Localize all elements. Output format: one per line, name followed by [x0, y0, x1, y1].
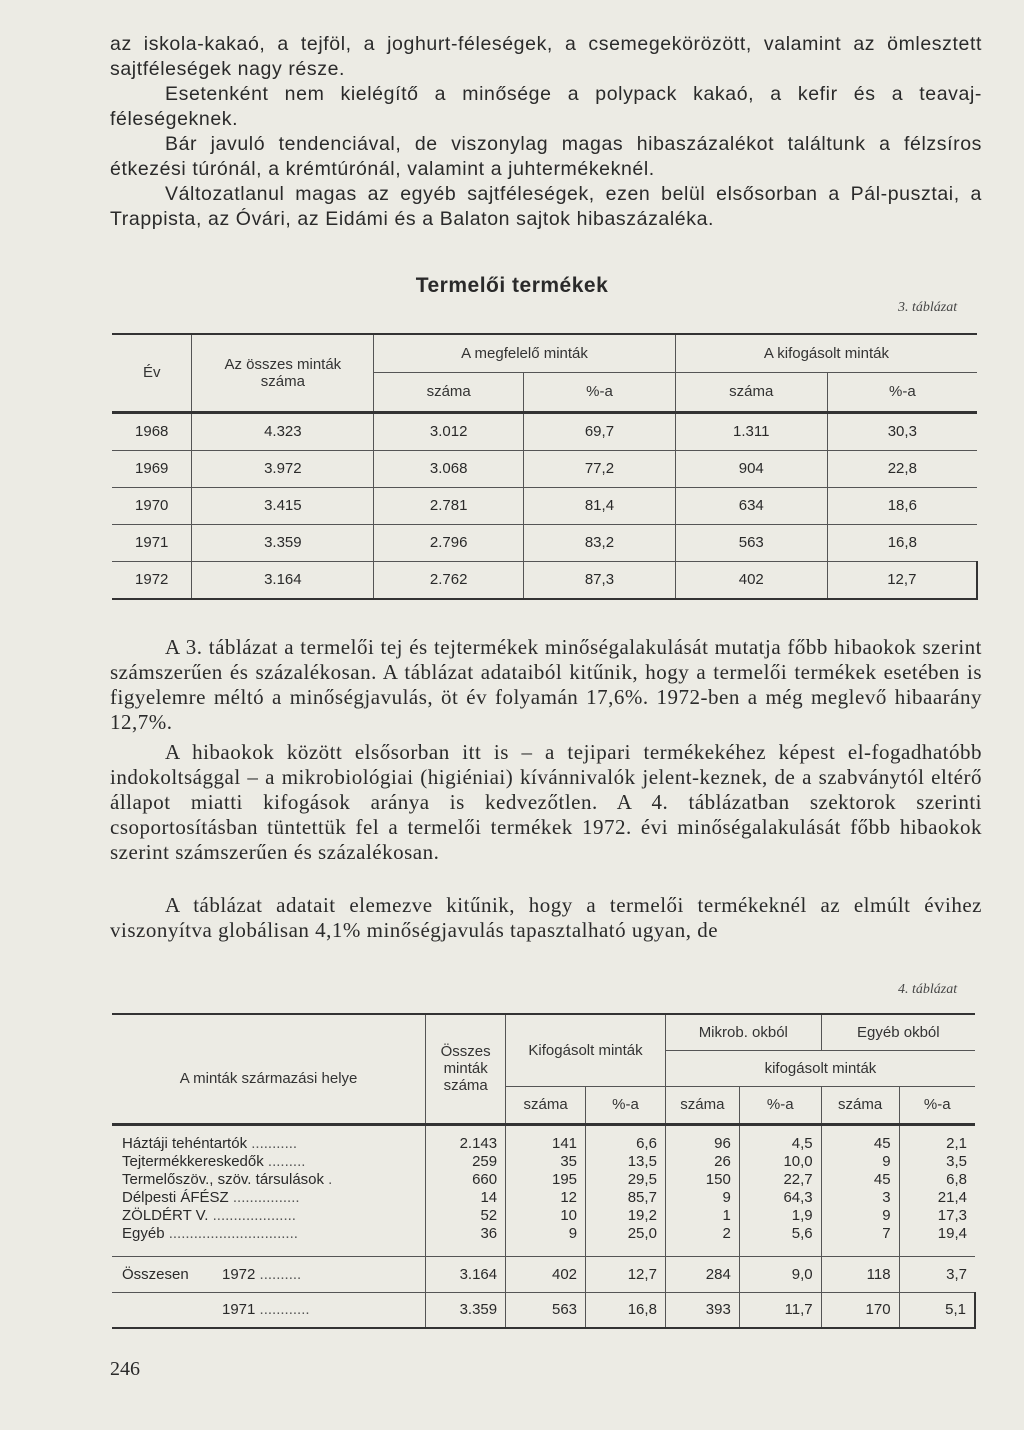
paragraph-3: Bár javuló tendenciával, de viszonylag magas hibaszázalékot találtunk a félzsíros étkezési túrónál, a krémtúrónál, valamint a juhtermékeknél. — [110, 133, 982, 180]
section-title: Termelői termékek — [415, 274, 609, 297]
t3-header-total: Az összes minták száma — [192, 334, 374, 412]
t4-header-rejected-sub: kifogásolt minták — [665, 1050, 975, 1086]
table-row: Délpesti ÁFÉSZ ................ 14 12 85,7 9 64,3 3 21,4 — [112, 1188, 975, 1206]
t4-header-pct: %-a — [899, 1086, 975, 1124]
table-row: 1970 3.415 2.781 81,4 634 18,6 — [112, 487, 977, 524]
t3-header-ok-count: száma — [374, 372, 524, 412]
t4-header-count: száma — [506, 1086, 586, 1124]
totals-row-1971: 1971 ............ 3.359 563 16,8 393 11,7 170 5,1 — [112, 1292, 975, 1328]
table-row: 1971 3.359 2.796 83,2 563 16,8 — [112, 524, 977, 561]
table-row: Háztáji tehéntartók ........... 2.143 141 6,6 96 4,5 45 2,1 — [112, 1134, 975, 1152]
paragraph-5: A 3. táblázat a termelői tej és tejtermékek minőségalakulását mutatja főbb hibaokok szerint számszerűen és százalékosan. A táblázat adataiból kitűnik, hogy a termelői termékek esetében is figyelemre méltó a minőségjavulás, öt év folyamán 17,6%. 1972-ben a még meglevő hibaarány 12,7%. — [110, 635, 982, 734]
t3-header-rej-count: száma — [675, 372, 827, 412]
t3-header-rej-pct: %-a — [827, 372, 977, 412]
paragraph-1: az iskola-kakaó, a tejföl, a joghurt-féleségek, a csemegekörözött, valamint az ömlesztett sajtféleségek nagy része. — [110, 33, 982, 80]
t3-header-ok: A megfelelő minták — [374, 334, 676, 372]
totals-row-1972: Összesen 1972 .......... 3.164 402 12,7 284 9,0 118 3,7 — [112, 1256, 975, 1292]
paragraph-7: A táblázat adatait elemezve kitűnik, hogy a termelői termékeknél az elmúlt évihez viszonyítva globálisan 4,1% minőségjavulás tapasztalható ugyan, de — [110, 893, 982, 942]
totals-label: Összesen — [122, 1265, 189, 1283]
t4-header-origin: A minták származási helye — [112, 1014, 426, 1124]
table-row: Termelőszöv., szöv. társulások . 660 195 29,5 150 22,7 45 6,8 — [112, 1170, 975, 1188]
table-row: Tejtermékkereskedők ......... 259 35 13,5 26 10,0 9 3,5 — [112, 1152, 975, 1170]
table-3 — [112, 333, 978, 600]
t4-header-count: száma — [665, 1086, 739, 1124]
paragraph-4: Változatlanul magas az egyéb sajtféleségek, ezen belül elsősorban a Pál-pusztai, a Trappista, az Óvári, az Eidámi és a Balaton sajtok hibaszázaléka. — [110, 183, 982, 230]
t4-header-rejected: Kifogásolt minták — [506, 1014, 666, 1086]
t4-header-other: Egyéb okból — [857, 1023, 940, 1041]
table-row: 1969 3.972 3.068 77,2 904 22,8 — [112, 450, 977, 487]
table-row: ZÖLDÉRT V. .................... 52 10 19,2 1 1,9 9 17,3 — [112, 1206, 975, 1224]
t4-header-pct: %-a — [739, 1086, 821, 1124]
table-row: 1972 3.164 2.762 87,3 402 12,7 — [112, 561, 977, 599]
table-4 — [112, 1013, 976, 1329]
t4-header-micro: Mikrob. okból — [665, 1014, 821, 1050]
paragraph-2: Esetenként nem kielégítő a minősége a polypack kakaó, a kefir és a teavaj-féleségeknek. — [110, 83, 982, 130]
page-number: 246 — [110, 1358, 140, 1380]
table3-label: 3. táblázat — [898, 300, 958, 315]
paragraph-6: A hibaokok között elsősorban itt is – a tejipari termékekéhez képest el-fogadhatóbb indokoltsággal – a mikrobiológiai (higiéniai) kívánnivalók jelent-keznek, de a szabványtól eltérő állapot miatti kifogások aránya is kedvezőtlen. A 4. táblázatban szektorok szerinti csoportosításban tüntettük fel a termelői termékek 1972. évi minőségalakulását főbb hibaokok szerint számszerűen és százalékosan. — [110, 740, 982, 864]
table-row: 1968 4.323 3.012 69,7 1.311 30,3 — [112, 412, 977, 450]
t3-header-rejected: A kifogásolt minták — [675, 334, 977, 372]
table-row: Egyéb ............................... 36 9 25,0 2 5,6 7 19,4 — [112, 1224, 975, 1242]
t4-header-pct: %-a — [586, 1086, 666, 1124]
t3-header-ok-pct: %-a — [524, 372, 676, 412]
t3-header-year: Év — [112, 334, 192, 412]
t4-header-count: száma — [821, 1086, 899, 1124]
t4-header-total: Összes minták száma — [426, 1014, 506, 1124]
table4-label: 4. táblázat — [898, 982, 958, 997]
